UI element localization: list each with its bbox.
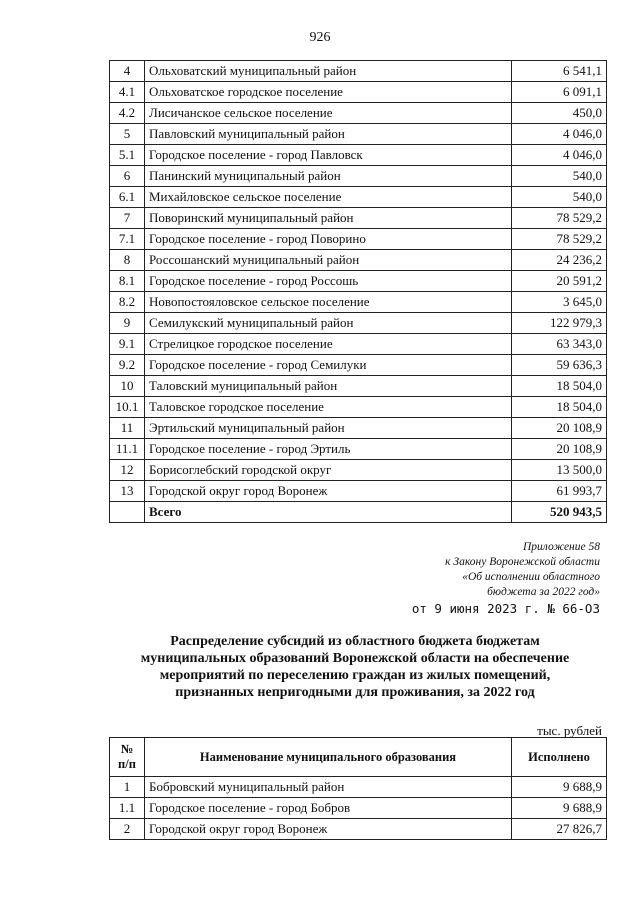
table-row bbox=[110, 313, 607, 334]
row-number: 12 bbox=[110, 460, 145, 481]
row-number: 8.1 bbox=[110, 271, 145, 292]
table-row bbox=[110, 271, 607, 292]
appendix-line: Приложение 58 bbox=[522, 541, 600, 553]
row-value: 13 500,0 bbox=[512, 460, 607, 481]
title-line: муниципальных образований Воронежской области на обеспечение bbox=[140, 651, 570, 666]
header-name: Наименование муниципального образования bbox=[145, 738, 512, 777]
document-title bbox=[100, 633, 610, 701]
row-value: 59 636,3 bbox=[512, 355, 607, 376]
row-value: 20 591,2 bbox=[512, 271, 607, 292]
row-value: 4 046,0 bbox=[512, 124, 607, 145]
header-number-line2: п/п bbox=[118, 757, 136, 771]
title-line: признанных непригодными для проживания, за 2022 год bbox=[175, 685, 535, 700]
row-name: Павловский муниципальный район bbox=[145, 124, 512, 145]
row-name: Панинский муниципальный район bbox=[145, 166, 512, 187]
appendix-note bbox=[300, 540, 600, 600]
row-name: Городское поселение - город Поворино bbox=[145, 229, 512, 250]
row-number: 8.2 bbox=[110, 292, 145, 313]
table-row bbox=[110, 208, 607, 229]
title-line: Распределение субсидий из областного бюджета бюджетам bbox=[170, 634, 540, 649]
row-name: Стрелицкое городское поселение bbox=[145, 334, 512, 355]
row-number: 4.1 bbox=[110, 82, 145, 103]
total-number bbox=[110, 502, 145, 523]
row-number: 6 bbox=[110, 166, 145, 187]
row-name: Ольховатское городское поселение bbox=[145, 82, 512, 103]
row-name: Таловский муниципальный район bbox=[145, 376, 512, 397]
total-row bbox=[110, 502, 607, 523]
row-name: Городское поселение - город Бобров bbox=[145, 798, 512, 819]
header-number-line1: № bbox=[120, 742, 134, 756]
row-name: Ольховатский муниципальный район bbox=[145, 61, 512, 82]
row-name: Поворинский муниципальный район bbox=[145, 208, 512, 229]
row-value: 450,0 bbox=[512, 103, 607, 124]
row-name: Городское поселение - город Эртиль bbox=[145, 439, 512, 460]
row-number: 8 bbox=[110, 250, 145, 271]
row-value: 9 688,9 bbox=[512, 798, 607, 819]
row-number: 9.2 bbox=[110, 355, 145, 376]
row-name: Городской округ город Воронеж bbox=[145, 481, 512, 502]
row-number: 10 bbox=[110, 376, 145, 397]
table-row bbox=[110, 460, 607, 481]
table-row bbox=[110, 166, 607, 187]
row-number: 6.1 bbox=[110, 187, 145, 208]
table-row bbox=[110, 798, 607, 819]
appendix-line: к Закону Воронежской области bbox=[445, 556, 600, 568]
row-number: 13 bbox=[110, 481, 145, 502]
table-row bbox=[110, 777, 607, 798]
law-reference: от 9 июня 2023 г. № 66-ОЗ bbox=[411, 601, 600, 616]
row-value: 61 993,7 bbox=[512, 481, 607, 502]
row-name: Михайловское сельское поселение bbox=[145, 187, 512, 208]
table-row bbox=[110, 397, 607, 418]
row-name: Эртильский муниципальный район bbox=[145, 418, 512, 439]
row-value: 18 504,0 bbox=[512, 376, 607, 397]
table-row bbox=[110, 61, 607, 82]
table-row bbox=[110, 439, 607, 460]
row-value: 9 688,9 bbox=[512, 777, 607, 798]
row-value: 540,0 bbox=[512, 187, 607, 208]
row-value: 20 108,9 bbox=[512, 418, 607, 439]
table-row bbox=[110, 481, 607, 502]
row-number: 5.1 bbox=[110, 145, 145, 166]
table-row bbox=[110, 229, 607, 250]
row-name: Городское поселение - город Семилуки bbox=[145, 355, 512, 376]
row-number: 10.1 bbox=[110, 397, 145, 418]
row-name: Городское поселение - город Павловск bbox=[145, 145, 512, 166]
appendix-line: бюджета за 2022 год» bbox=[487, 586, 600, 598]
table-row bbox=[110, 334, 607, 355]
row-value: 63 343,0 bbox=[512, 334, 607, 355]
row-name: Городской округ город Воронеж bbox=[145, 819, 512, 840]
table-row bbox=[110, 187, 607, 208]
units-label: тыс. рублей bbox=[537, 723, 602, 738]
row-number: 2 bbox=[110, 819, 145, 840]
row-value: 6 541,1 bbox=[512, 61, 607, 82]
table-row bbox=[110, 355, 607, 376]
row-number: 7.1 bbox=[110, 229, 145, 250]
title-line: мероприятий по переселению граждан из жилых помещений, bbox=[159, 668, 551, 683]
row-number: 5 bbox=[110, 124, 145, 145]
row-name: Семилукский муниципальный район bbox=[145, 313, 512, 334]
row-value: 78 529,2 bbox=[512, 208, 607, 229]
row-number: 4.2 bbox=[110, 103, 145, 124]
row-value: 540,0 bbox=[512, 166, 607, 187]
row-value: 4 046,0 bbox=[512, 145, 607, 166]
row-number: 1 bbox=[110, 777, 145, 798]
table-header-row bbox=[110, 738, 607, 777]
row-number: 11 bbox=[110, 418, 145, 439]
page-number: 926 bbox=[309, 30, 331, 45]
row-number: 7 bbox=[110, 208, 145, 229]
table-row bbox=[110, 292, 607, 313]
subsidy-table-continued bbox=[109, 60, 607, 523]
row-number: 1.1 bbox=[110, 798, 145, 819]
row-value: 122 979,3 bbox=[512, 313, 607, 334]
row-name: Лисичанское сельское поселение bbox=[145, 103, 512, 124]
table-row bbox=[110, 145, 607, 166]
table-row bbox=[110, 103, 607, 124]
table-row bbox=[110, 124, 607, 145]
row-value: 6 091,1 bbox=[512, 82, 607, 103]
row-name: Россошанский муниципальный район bbox=[145, 250, 512, 271]
row-name: Борисоглебский городской округ bbox=[145, 460, 512, 481]
header-number bbox=[110, 738, 145, 777]
row-number: 4 bbox=[110, 61, 145, 82]
row-value: 24 236,2 bbox=[512, 250, 607, 271]
row-value: 3 645,0 bbox=[512, 292, 607, 313]
header-value: Исполнено bbox=[512, 738, 607, 777]
row-number: 9 bbox=[110, 313, 145, 334]
row-name: Городское поселение - город Россошь bbox=[145, 271, 512, 292]
table-row bbox=[110, 250, 607, 271]
row-value: 78 529,2 bbox=[512, 229, 607, 250]
total-label: Всего bbox=[145, 502, 512, 523]
row-number: 11.1 bbox=[110, 439, 145, 460]
total-value: 520 943,5 bbox=[512, 502, 607, 523]
row-number: 9.1 bbox=[110, 334, 145, 355]
table-row bbox=[110, 376, 607, 397]
row-value: 27 826,7 bbox=[512, 819, 607, 840]
table-row bbox=[110, 82, 607, 103]
table-row bbox=[110, 418, 607, 439]
row-name: Таловское городское поселение bbox=[145, 397, 512, 418]
appendix-line: «Об исполнении областного bbox=[462, 571, 600, 583]
row-name: Бобровский муниципальный район bbox=[145, 777, 512, 798]
housing-subsidy-table bbox=[109, 737, 607, 840]
table-row bbox=[110, 819, 607, 840]
row-value: 20 108,9 bbox=[512, 439, 607, 460]
row-name: Новопостояловское сельское поселение bbox=[145, 292, 512, 313]
row-value: 18 504,0 bbox=[512, 397, 607, 418]
